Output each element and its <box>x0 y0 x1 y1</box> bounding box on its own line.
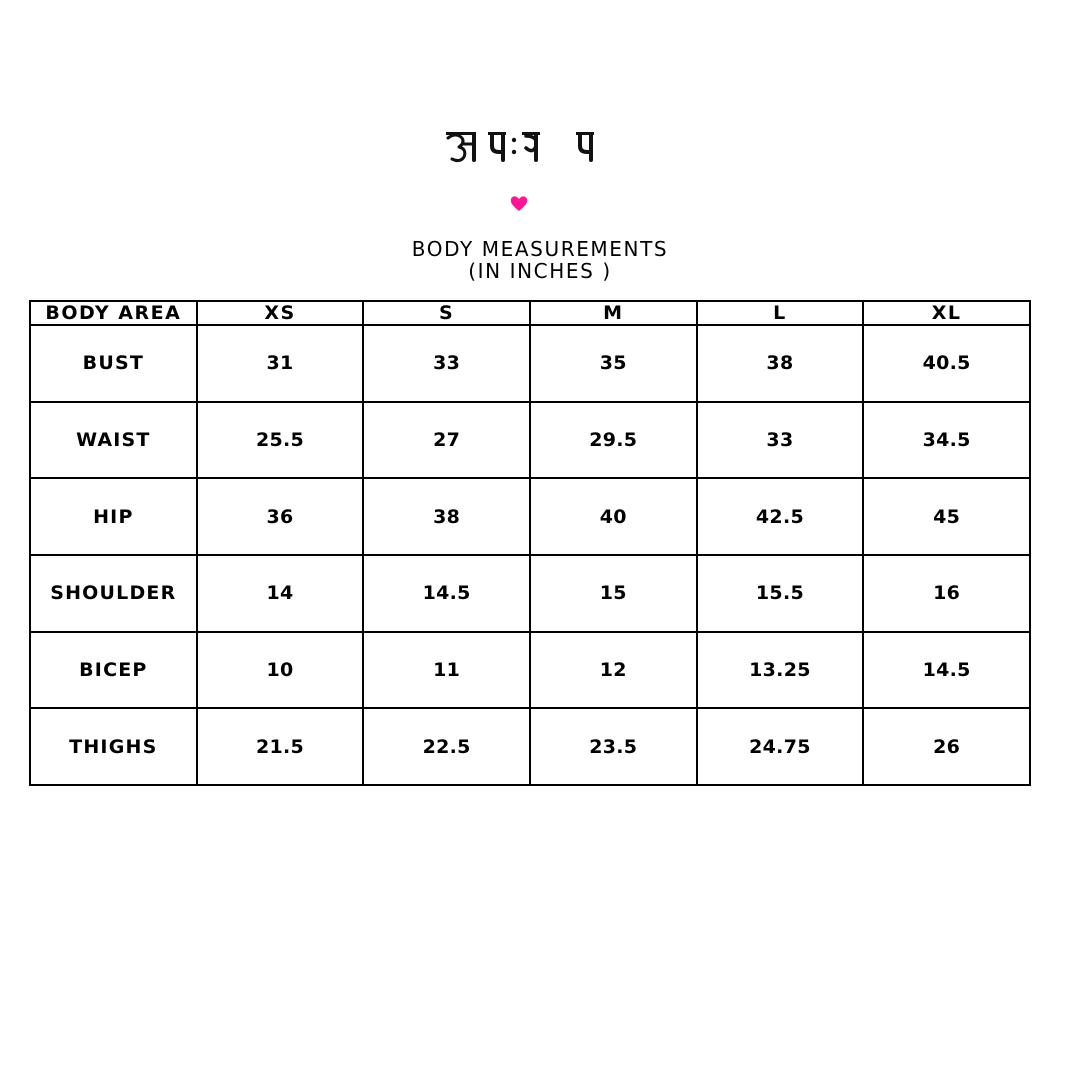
header-xl: XL <box>863 301 1030 325</box>
table-row <box>30 555 1030 632</box>
table-cell: 45 <box>863 478 1030 555</box>
table-cell: 22.5 <box>363 708 530 785</box>
row-label: BUST <box>30 325 197 402</box>
table-cell: 16 <box>863 555 1030 632</box>
header-s: S <box>363 301 530 325</box>
title-line-1: BODY MEASUREMENTS <box>411 237 669 261</box>
table-cell: 15 <box>530 555 697 632</box>
table-cell: 14 <box>197 555 364 632</box>
table-cell: 13.25 <box>697 632 864 709</box>
header-body-area: BODY AREA <box>30 301 197 325</box>
table-cell: 35 <box>530 325 697 402</box>
table-cell: 21.5 <box>197 708 364 785</box>
table-cell: 26 <box>863 708 1030 785</box>
table-cell: 33 <box>363 325 530 402</box>
table-cell: 24.75 <box>697 708 864 785</box>
table-cell: 40 <box>530 478 697 555</box>
header-l: L <box>697 301 864 325</box>
table-row <box>30 325 1030 402</box>
row-label: SHOULDER <box>30 555 197 632</box>
brand-logo <box>440 120 620 170</box>
table-cell: 38 <box>363 478 530 555</box>
table-row <box>30 402 1030 479</box>
table-cell: 40.5 <box>863 325 1030 402</box>
table-row <box>30 708 1030 785</box>
page-title <box>0 238 1080 282</box>
table-cell: 11 <box>363 632 530 709</box>
table-row <box>30 478 1030 555</box>
table-cell: 12 <box>530 632 697 709</box>
title-line-2: (IN INCHES ) <box>468 259 612 283</box>
table-cell: 15.5 <box>697 555 864 632</box>
table-cell: 10 <box>197 632 364 709</box>
table-header-row <box>30 301 1030 325</box>
table-cell: 42.5 <box>697 478 864 555</box>
table-cell: 36 <box>197 478 364 555</box>
table-cell: 25.5 <box>197 402 364 479</box>
row-label: THIGHS <box>30 708 197 785</box>
table-cell: 34.5 <box>863 402 1030 479</box>
table-cell: 38 <box>697 325 864 402</box>
row-label: BICEP <box>30 632 197 709</box>
table-cell: 27 <box>363 402 530 479</box>
heart-icon <box>509 193 529 213</box>
table-cell: 23.5 <box>530 708 697 785</box>
row-label: WAIST <box>30 402 197 479</box>
measurements-table <box>29 300 1031 786</box>
table-cell: 14.5 <box>363 555 530 632</box>
table-cell: 29.5 <box>530 402 697 479</box>
table-row <box>30 632 1030 709</box>
header-m: M <box>530 301 697 325</box>
table-cell: 33 <box>697 402 864 479</box>
row-label: HIP <box>30 478 197 555</box>
table-cell: 14.5 <box>863 632 1030 709</box>
header-xs: XS <box>197 301 364 325</box>
table-cell: 31 <box>197 325 364 402</box>
